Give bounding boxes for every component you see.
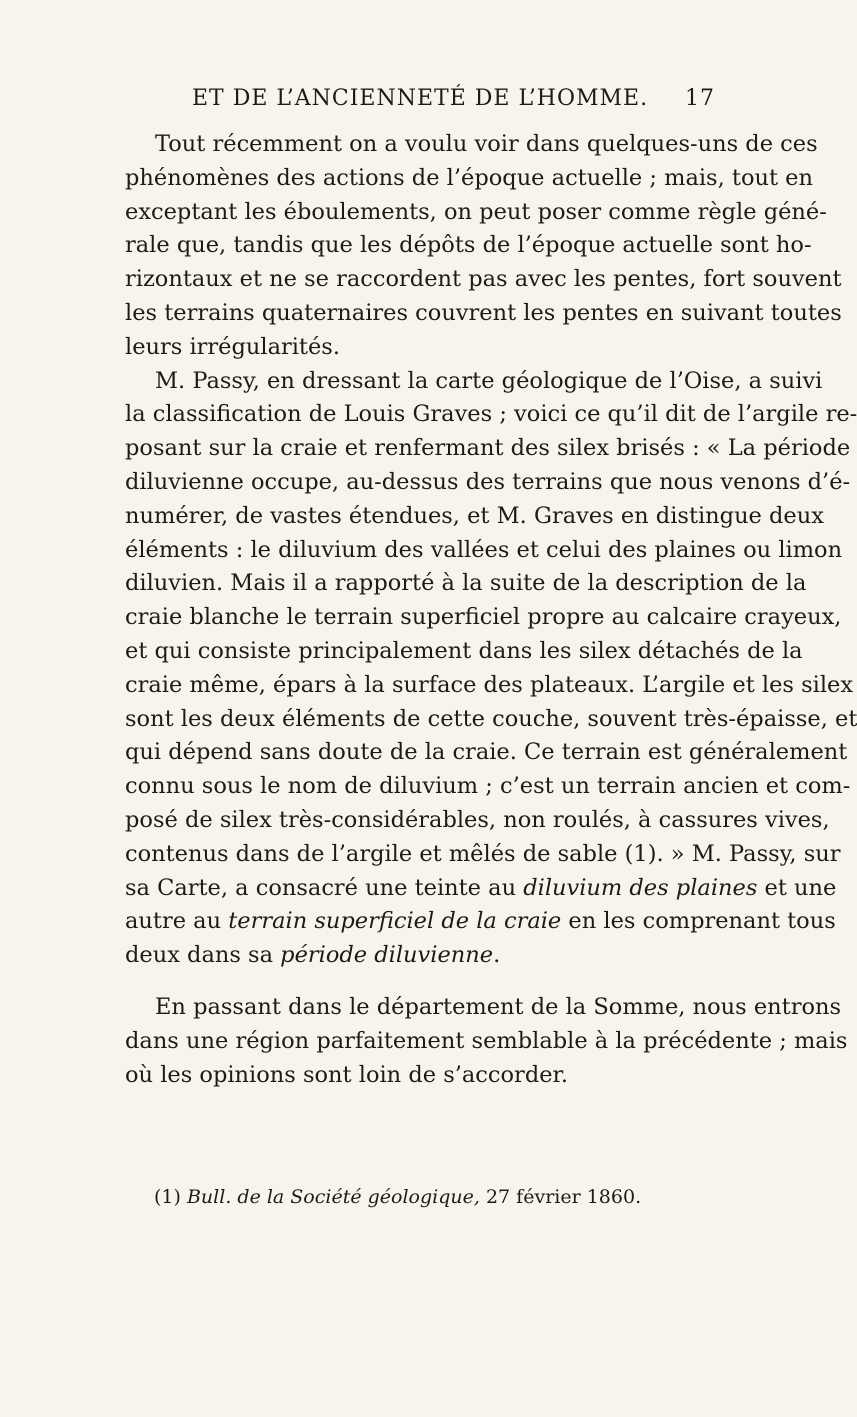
text-line: et qui consiste principalement dans les silex détachés de la <box>125 637 803 664</box>
text-line <box>125 939 713 973</box>
paragraph-1 <box>125 128 842 365</box>
text-line: qui dépend sans doute de la craie. Ce terrain est généralement <box>125 739 848 766</box>
text-line <box>125 905 836 939</box>
text-line: M. Passy, en dressant la carte géologique de l’Oise, a suivi <box>155 367 823 394</box>
text-line: où les opinions sont loin de s’accorder. <box>125 1061 568 1088</box>
page-number: 17 <box>685 86 715 111</box>
text-run: sa Carte, a consacré une teinte au <box>125 874 524 901</box>
paragraph-3 <box>125 991 848 1092</box>
text-line: En passant dans le département de la Somme, nous entrons <box>155 993 842 1020</box>
text-line: les terrains quaternaires couvrent les pentes en suivant toutes <box>125 299 842 326</box>
text-line: exceptant les éboulements, on peut poser comme règle géné- <box>125 198 827 225</box>
text-line: craie même, épars à la surface des plateaux. L’argile et les silex <box>125 671 854 698</box>
footnote-source: Bull. de la Société géologique, <box>186 1186 480 1208</box>
running-title: ET DE L’ANCIENNETÉ DE L’HOMME. <box>192 86 649 111</box>
italic-term: période diluvienne <box>280 942 494 969</box>
text-line: connu sous le nom de diluvium ; c’est un terrain ancien et com- <box>125 773 851 800</box>
text-run: et une <box>757 874 837 901</box>
text-line: craie blanche le terrain superficiel propre au calcaire crayeux, <box>125 604 842 631</box>
paragraph-gap <box>125 973 713 991</box>
text-run: deux dans sa <box>125 942 281 969</box>
page-body <box>125 128 857 1092</box>
footnote-date: 27 février 1860. <box>485 1186 642 1208</box>
text-run: autre au <box>125 908 229 935</box>
footnote-marker: (1) <box>154 1186 181 1208</box>
text-line: éléments : le diluvium des vallées et celui des plaines ou limon <box>125 536 843 563</box>
text-line: contenus dans de l’argile et mêlés de sable (1). » M. Passy, sur <box>125 840 841 867</box>
text-line: sont les deux éléments de cette couche, souvent très-épaisse, et <box>125 705 857 732</box>
italic-term: diluvium des plaines <box>523 874 758 901</box>
text-line: rizontaux et ne se raccordent pas avec les pentes, fort souvent <box>125 266 842 293</box>
text-line: phénomènes des actions de l’époque actuelle ; mais, tout en <box>125 164 813 191</box>
text-line: diluvien. Mais il a rapporté à la suite de la description de la <box>125 570 807 597</box>
text-run: en les comprenant tous <box>561 908 836 935</box>
paragraph-2 <box>125 365 857 973</box>
text-line: rale que, tandis que les dépôts de l’époque actuelle sont ho- <box>125 232 812 259</box>
text-line <box>125 872 837 906</box>
text-line: dans une région parfaitement semblable à la précédente ; mais <box>125 1027 848 1054</box>
text-line: leurs irrégularités. <box>125 333 340 360</box>
italic-term: terrain superficiel de la craie <box>228 908 562 935</box>
text-line: la classification de Louis Graves ; voici ce qu’il dit de l’argile re- <box>125 401 857 428</box>
footnote <box>154 1186 714 1208</box>
text-line: posé de silex très-considérables, non roulés, à cassures vives, <box>125 806 830 833</box>
text-line: diluvienne occupe, au-dessus des terrains que nous venons d’é- <box>125 468 851 495</box>
text-line: posant sur la craie et renfermant des silex brisés : « La période <box>125 435 851 462</box>
text-line: numérer, de vastes étendues, et M. Graves en distingue deux <box>125 502 824 529</box>
text-run: . <box>493 942 501 969</box>
text-line: Tout récemment on a voulu voir dans quelques-uns de ces <box>155 131 818 157</box>
